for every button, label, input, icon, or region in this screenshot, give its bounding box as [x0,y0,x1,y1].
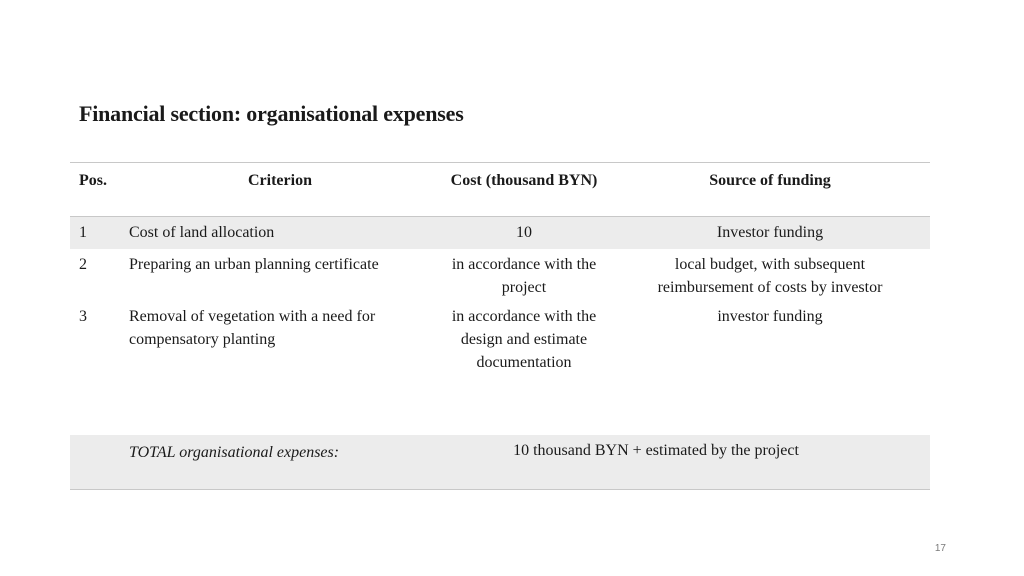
row-source: local budget, with subsequent reimbursement of costs by investor [657,256,883,296]
row-source: investor funding [717,308,823,325]
header-criterion: Criterion [248,172,312,189]
row-pos: 1 [79,224,87,241]
expenses-table [70,162,930,490]
row-criterion: Cost of land allocation [129,224,275,241]
header-pos: Pos. [79,172,107,189]
total-label: TOTAL organisational expenses: [129,444,340,461]
row-cost: in accordance with the design and estimate documentation [451,308,597,371]
table-row [70,303,930,435]
row-pos: 3 [79,308,87,325]
row-criterion: Preparing an urban planning certificate [129,256,379,273]
total-value: 10 thousand BYN + estimated by the project [513,442,799,459]
header-source: Source of funding [709,172,831,189]
header-cost: Cost (thousand BYN) [450,172,598,189]
row-pos: 2 [79,256,87,273]
page-number: 17 [934,543,946,554]
page-title: Financial section: organisational expenses [79,101,464,126]
row-criterion: Removal of vegetation with a need for compensatory planting [129,308,376,348]
row-cost: in accordance with the project [451,256,597,296]
row-cost: 10 [516,224,532,241]
table-row [70,249,930,303]
total-row [70,435,930,489]
table-row [70,217,930,249]
table-header-row [70,163,930,217]
row-source: Investor funding [716,224,824,241]
